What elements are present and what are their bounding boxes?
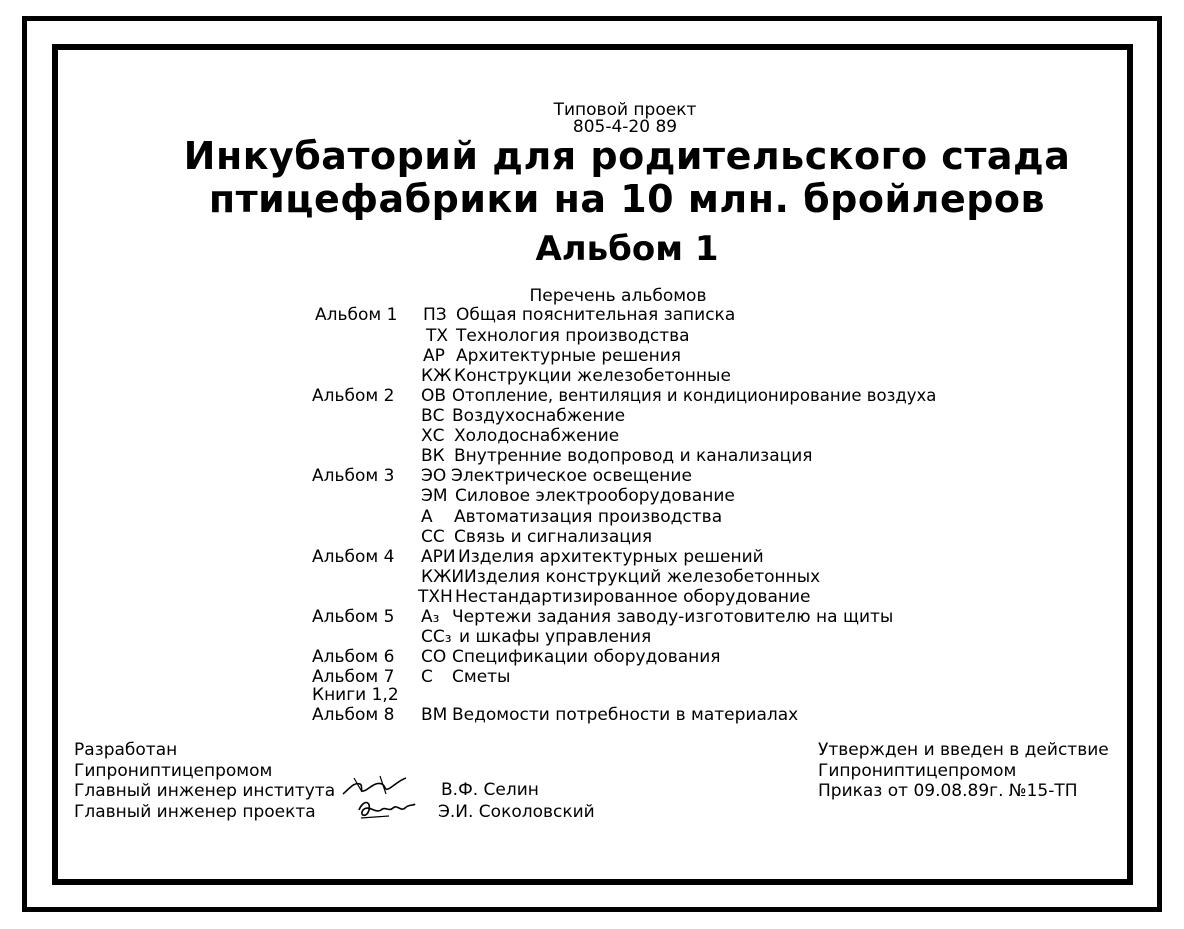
- list-name: Нестандартизированное оборудование: [455, 587, 811, 607]
- list-code: ЭМ: [421, 486, 448, 506]
- list-code: ВС: [421, 406, 445, 426]
- signature-2-icon: [355, 796, 417, 822]
- approval-line-2: Гипрониптицепромом: [818, 761, 1017, 781]
- list-code: С: [421, 667, 433, 687]
- approval-line-3: Приказ от 09.08.89г. №15-ТП: [818, 781, 1078, 801]
- project-type-label: Типовой проект: [553, 100, 697, 120]
- list-name: Общая пояснительная записка: [456, 305, 736, 325]
- list-code: ВМ: [421, 705, 448, 725]
- list-album: Альбом 7: [312, 667, 395, 687]
- list-name: Отопление, вентиляция и кондиционирование воздуха: [452, 386, 937, 405]
- list-code: КЖИ: [421, 567, 465, 587]
- list-code: ТХН: [418, 587, 453, 607]
- list-name: Внутренние водопровод и канализация: [454, 446, 813, 466]
- list-code: ЭО: [421, 466, 447, 486]
- list-code: ХС: [421, 426, 445, 446]
- title-line-2: птицефабрики на 10 млн. бройлеров: [208, 177, 1046, 221]
- approval-line-1: Утвержден и введен в действие: [818, 740, 1109, 760]
- chief-project-name: Э.И. Соколовский: [438, 802, 595, 822]
- list-name: Технология производства: [456, 326, 690, 346]
- list-name: Воздухоснабжение: [452, 406, 626, 426]
- list-name: Автоматизация производства: [454, 507, 723, 527]
- chief-project-label: Главный инженер проекта: [74, 802, 316, 822]
- list-code: ПЗ: [423, 305, 447, 325]
- list-code: СО: [421, 647, 447, 667]
- list-name: Архитектурные решения: [456, 346, 681, 366]
- album-title: Альбом 1: [535, 229, 719, 269]
- list-album: Альбом 1: [315, 305, 398, 325]
- list-name: Холодоснабжение: [454, 426, 620, 446]
- list-album: Альбом 5: [312, 607, 395, 627]
- list-name: Спецификации оборудования: [452, 647, 721, 667]
- list-code: СС₃: [421, 627, 452, 647]
- list-album: Альбом 8: [312, 705, 395, 725]
- list-name: Сметы: [452, 667, 511, 687]
- list-code: КЖ: [421, 366, 452, 386]
- chief-institute-name: В.Ф. Селин: [441, 780, 539, 800]
- project-number: 805-4-20 89: [572, 117, 678, 137]
- list-album: Альбом 2: [312, 386, 395, 406]
- list-album: Альбом 4: [312, 547, 395, 567]
- list-name: Ведомости потребности в материалах: [452, 705, 799, 725]
- list-code: А₃: [421, 607, 440, 627]
- list-name: Связь и сигнализация: [454, 527, 653, 547]
- list-code: АР: [423, 346, 445, 366]
- list-album: Книги 1,2: [312, 685, 399, 705]
- list-code: ВК: [421, 446, 445, 466]
- list-name: Конструкции железобетонные: [454, 366, 731, 386]
- list-album: Альбом 6: [312, 647, 395, 667]
- developer-line-2: Гипрониптицепромом: [74, 761, 273, 781]
- list-name: Электрическое освещение: [451, 466, 692, 486]
- developer-line-1: Разработан: [74, 740, 178, 760]
- list-code: СС: [421, 527, 445, 547]
- list-name: Изделия архитектурных решений: [458, 547, 764, 567]
- title-line-1: Инкубаторий для родительского стада: [183, 134, 1071, 178]
- list-name: Силовое электрооборудование: [455, 486, 735, 506]
- list-code: АРИ: [421, 547, 456, 567]
- list-title: Перечень альбомов: [529, 286, 707, 306]
- list-name: Чертежи задания заводу-изготовителю на щиты: [452, 607, 894, 627]
- list-code: ТХ: [426, 326, 449, 346]
- chief-institute-label: Главный инженер института: [74, 781, 336, 801]
- list-code: А: [421, 507, 433, 527]
- list-code: ОВ: [421, 386, 447, 406]
- list-name: Изделия конструкций железобетонных: [464, 567, 821, 587]
- list-album: Альбом 3: [312, 466, 395, 486]
- list-name: и шкафы управления: [459, 627, 652, 647]
